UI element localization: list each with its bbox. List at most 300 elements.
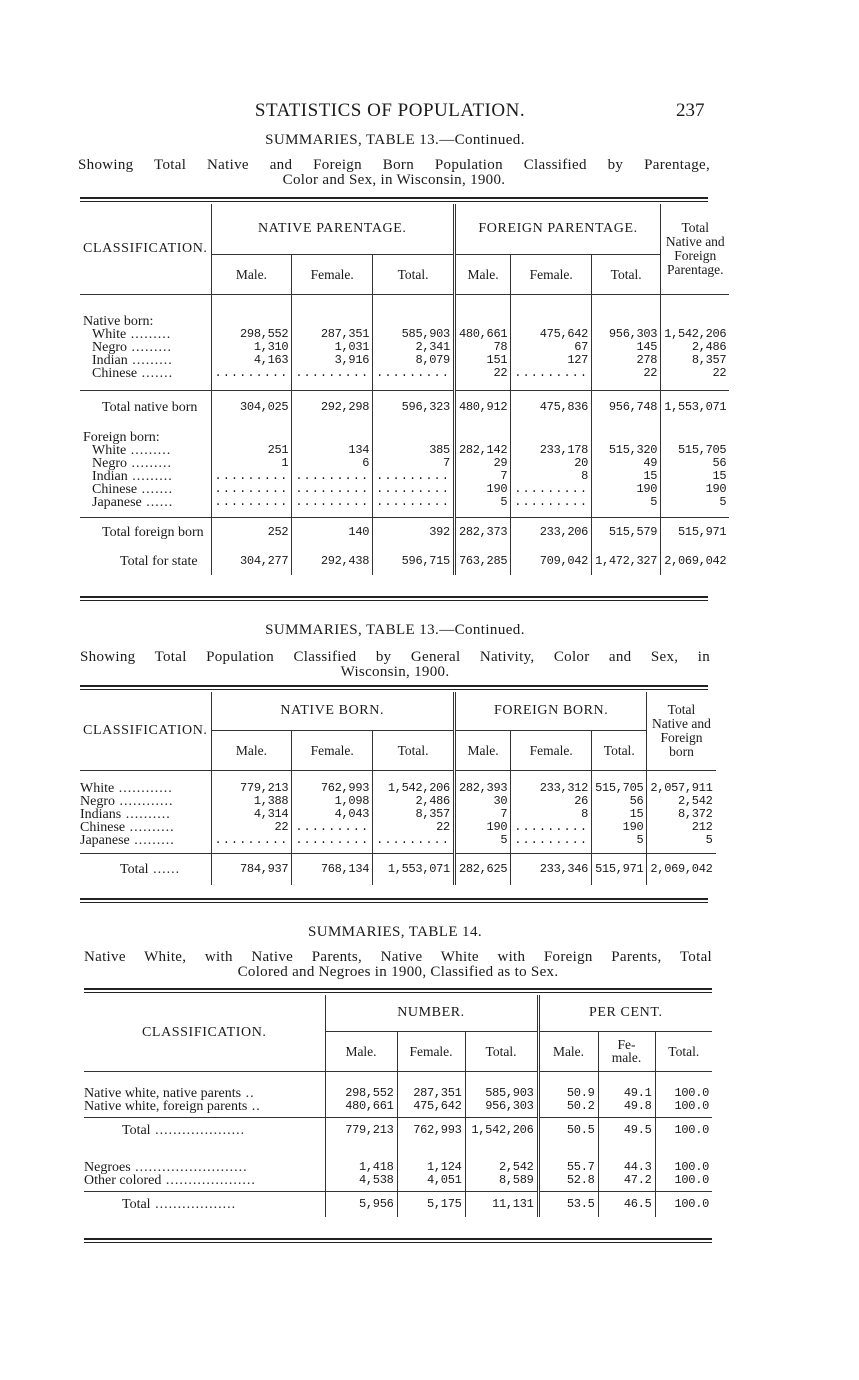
table13a-sub-total: Total. [373,254,455,294]
value-cell: 779,213 [325,1117,397,1143]
row-label [84,1100,325,1113]
value-cell: 20 [511,457,592,470]
empty-cell [454,294,510,312]
value-cell: 8,079 [373,354,455,367]
value-cell: 8 [511,808,592,821]
dot-leader: .................. [150,1196,237,1212]
table13a-sub-male-2: Male. [454,254,510,294]
table13b-sub-male: Male. [211,730,292,770]
row-label-text: Total native born [102,399,198,415]
value-cell: 292,438 [292,547,373,575]
empty-cell [538,1143,598,1161]
dot-leader: ...... [141,495,174,510]
empty-cell [655,1071,712,1087]
row-label-text: White [92,327,127,342]
value-cell: 5 [454,496,510,509]
value-cell: 2,542 [647,795,716,808]
empty-value: ......... [373,496,455,509]
value-cell: 709,042 [511,547,592,575]
table13b-col-classification: CLASSIFICATION. [83,723,208,739]
empty-value: ......... [511,483,592,496]
row-label-text: Negro [92,340,127,355]
empty-value: ......... [292,496,373,509]
value-cell: 480,661 [454,328,510,341]
total-row [84,1191,712,1217]
value-cell: 1,542,206 [661,328,730,341]
value-cell: 44.3 [598,1161,655,1174]
empty-cell [511,430,592,444]
empty-cell [465,1071,538,1087]
empty-value: ......... [211,367,292,380]
value-cell: 1,124 [397,1161,465,1174]
row-label-text: Total foreign born [102,524,204,540]
value-cell: 304,277 [211,547,292,575]
value-cell: 2,486 [661,341,730,354]
table-row [80,341,729,354]
empty-cell [538,1071,598,1087]
row-label [84,1117,325,1143]
row-label-text: Chinese [92,366,138,381]
table14-subtitle-line1: Native White, with Native Parents, Native White with Foreign Parents, Total [84,949,712,965]
dot-leader: ......... [126,443,172,458]
table13b [80,692,716,885]
table14-sub-pct-total: Total. [655,1031,712,1071]
table13b-subtitle-line2: Wisconsin, 1900. [340,664,450,680]
empty-value: ......... [292,834,373,847]
value-cell: 5 [592,834,647,847]
value-cell: 956,303 [592,328,661,341]
table14-group-percent: PER CENT. [538,995,712,1031]
value-cell: 596,323 [373,390,455,424]
table14-col-classification: CLASSIFICATION. [141,1025,267,1041]
value-cell: 22 [373,821,455,834]
dot-leader: .......... [125,820,175,835]
empty-cell [292,509,373,517]
value-cell: 2,069,042 [661,547,730,575]
value-cell: 298,552 [325,1087,397,1100]
table13a-col-total: Total Native and Foreign Parentage. [661,204,730,294]
value-cell: 190 [661,483,730,496]
running-title: STATISTICS OF POPULATION. [254,100,526,121]
table13b-col-total: Total Native and Foreign born [647,692,716,770]
value-cell: 1 [211,457,292,470]
empty-cell [592,312,661,328]
table13a-heading: SUMMARIES, TABLE 13.—Continued. [265,132,525,148]
value-cell: 1,388 [211,795,292,808]
row-label [80,547,211,575]
row-label-text: Total [122,1196,151,1212]
value-cell: 47.2 [598,1174,655,1187]
table-row [80,367,729,380]
running-header [0,100,859,124]
value-cell: 1,542,206 [373,782,455,795]
empty-cell [211,294,292,312]
value-cell: 1,418 [325,1161,397,1174]
value-cell: 56 [661,457,730,470]
section-foreign-born: Foreign born: [83,430,160,445]
value-cell: 100.0 [655,1117,712,1143]
row-label [80,853,211,885]
row-label [80,834,211,847]
empty-cell [511,509,592,517]
empty-cell [598,1143,655,1161]
value-cell: 2,542 [465,1161,538,1174]
empty-cell [454,430,510,444]
value-cell: 233,346 [511,853,592,885]
spacer-row [84,1143,712,1161]
row-label-text: Native white, native parents [84,1086,242,1101]
table-row [80,808,716,821]
value-cell: 2,069,042 [647,853,716,885]
value-cell: 251 [211,444,292,457]
row-label [80,390,211,424]
value-cell: 596,715 [373,547,455,575]
table14-heading: SUMMARIES, TABLE 14. [307,924,483,940]
table-row [80,834,716,847]
value-cell: 392 [373,517,455,547]
dot-leader: .......... [121,807,171,822]
value-cell: 1,542,206 [465,1117,538,1143]
value-cell: 304,025 [211,390,292,424]
table13b-subtitle-line1: Showing Total Population Classified by General Nativity, Color and Sex, in [80,649,710,665]
value-cell: 67 [511,341,592,354]
value-cell: 11,131 [465,1191,538,1217]
value-cell: 50.5 [538,1117,598,1143]
value-cell: 5,175 [397,1191,465,1217]
value-cell: 762,993 [397,1117,465,1143]
table13b-group-foreign: FOREIGN BORN. [454,692,646,730]
empty-value: ......... [373,367,455,380]
table13b-bottom-rule [80,898,708,903]
row-label-text: Indian [92,469,128,484]
table13a-top-rule [80,197,708,202]
empty-cell [661,509,730,517]
value-cell: 5 [592,496,661,509]
table13a-group-foreign: FOREIGN PARENTAGE. [454,204,660,254]
value-cell: 190 [454,821,510,834]
table14-subtitle [84,950,712,980]
empty-cell [373,380,455,390]
value-cell: 5 [647,834,716,847]
empty-cell [661,430,730,444]
value-cell: 22 [211,821,292,834]
empty-cell [598,1071,655,1087]
value-cell: 212 [647,821,716,834]
table14-group-number: NUMBER. [325,995,538,1031]
empty-cell [292,294,373,312]
empty-cell [661,380,730,390]
value-cell: 22 [592,367,661,380]
value-cell: 475,642 [511,328,592,341]
value-cell: 779,213 [211,782,292,795]
row-label-text: Total [122,1122,151,1138]
empty-value: ......... [292,483,373,496]
empty-cell [211,312,292,328]
value-cell: 140 [292,517,373,547]
empty-cell [292,380,373,390]
value-cell: 956,303 [465,1100,538,1113]
row-label-text: Total for state [120,553,198,569]
value-cell: 6 [292,457,373,470]
table13b-top-rule [80,685,708,690]
row-label-text: Negroes [84,1160,131,1175]
value-cell: 282,393 [454,782,510,795]
value-cell: 22 [661,367,730,380]
value-cell: 100.0 [655,1100,712,1113]
value-cell: 8,357 [661,354,730,367]
value-cell: 768,134 [292,853,373,885]
row-label [84,1191,325,1217]
value-cell: 233,178 [511,444,592,457]
table13b-heading: SUMMARIES, TABLE 13.—Continued. [265,622,525,638]
table14-subtitle-line2: Colored and Negroes in 1900, Classified as to Sex. [237,964,559,980]
table14-sub-female: Female. [397,1031,465,1071]
value-cell: 480,912 [454,390,510,424]
value-cell: 26 [511,795,592,808]
page-number: 237 [676,100,705,121]
value-cell: 5 [454,834,510,847]
empty-cell [592,294,661,312]
total-row [84,1117,712,1143]
empty-cell [373,312,455,328]
value-cell: 15 [592,808,647,821]
value-cell: 585,903 [465,1087,538,1100]
value-cell: 100.0 [655,1161,712,1174]
empty-value: ......... [292,470,373,483]
row-label-text: Indian [92,353,128,368]
empty-cell [292,430,373,444]
empty-value: ......... [373,834,455,847]
value-cell: 515,320 [592,444,661,457]
row-label-text: Chinese [80,820,126,835]
dot-leader: .. [241,1086,255,1101]
table14-sub-male: Male. [325,1031,397,1071]
empty-cell [454,380,510,390]
dot-leader: ......... [127,456,172,471]
dot-leader: ...... [148,861,181,877]
table13a-subtitle [78,158,710,188]
table13b-sub-total: Total. [373,730,455,770]
value-cell: 145 [592,341,661,354]
value-cell: 475,836 [511,390,592,424]
empty-value: ......... [511,834,592,847]
row-label-text: Total [120,861,149,877]
section-row [80,430,729,444]
value-cell: 55.7 [538,1161,598,1174]
empty-cell [80,380,211,390]
value-cell: 190 [454,483,510,496]
value-cell: 1,553,071 [661,390,730,424]
value-cell: 4,538 [325,1174,397,1187]
value-cell: 4,163 [211,354,292,367]
empty-value: ......... [292,821,373,834]
value-cell: 252 [211,517,292,547]
value-cell: 1,472,327 [592,547,661,575]
value-cell: 4,314 [211,808,292,821]
spacer-row [80,294,729,312]
row-label-text: Other colored [84,1173,162,1188]
total-row [80,390,729,424]
value-cell: 480,661 [325,1100,397,1113]
value-cell: 5,956 [325,1191,397,1217]
value-cell: 4,051 [397,1174,465,1187]
value-cell: 50.2 [538,1100,598,1113]
value-cell: 29 [454,457,510,470]
value-cell: 784,937 [211,853,292,885]
value-cell: 8,589 [465,1174,538,1187]
empty-cell [655,1143,712,1161]
empty-value: ......... [211,834,292,847]
table13a-subtitle-line2: Color and Sex, in Wisconsin, 1900. [282,172,506,188]
row-label-text: Negro [80,794,115,809]
dot-leader: ......... [126,327,172,342]
value-cell: 8,372 [647,808,716,821]
value-cell: 8 [511,470,592,483]
table13a [80,204,729,575]
value-cell: 515,705 [592,782,647,795]
value-cell: 100.0 [655,1174,712,1187]
dot-leader: .. [247,1099,261,1114]
empty-cell [592,509,661,517]
value-cell: 956,748 [592,390,661,424]
value-cell: 190 [592,483,661,496]
empty-cell [373,430,455,444]
row-label-text: Chinese [92,482,138,497]
value-cell: 8,357 [373,808,455,821]
value-cell: 49.5 [598,1117,655,1143]
table-row [80,795,716,808]
dot-leader: ......................... [130,1160,248,1175]
value-cell: 385 [373,444,455,457]
empty-cell [211,430,292,444]
value-cell: 49 [592,457,661,470]
empty-value: ......... [211,483,292,496]
value-cell: 2,057,911 [647,782,716,795]
row-label-text: White [92,443,127,458]
empty-cell [454,312,510,328]
value-cell: 475,642 [397,1100,465,1113]
value-cell: 1,098 [292,795,373,808]
dot-leader: ......... [127,353,173,368]
row-label [80,496,211,509]
empty-cell [211,509,292,517]
value-cell: 127 [511,354,592,367]
table14 [84,995,712,1217]
empty-cell [80,294,211,312]
dot-leader: ............ [114,781,173,796]
table-row [84,1100,712,1113]
value-cell: 134 [292,444,373,457]
value-cell: 585,903 [373,328,455,341]
spacer-row [80,380,729,390]
empty-value: ......... [373,483,455,496]
row-label-text: Japanese [92,495,142,510]
empty-value: ......... [373,470,455,483]
value-cell: 100.0 [655,1087,712,1100]
table13a-sub-total-2: Total. [592,254,661,294]
empty-value: ......... [211,496,292,509]
table-row [80,496,729,509]
row-label [84,1174,325,1187]
table14-bottom-rule [84,1238,712,1243]
value-cell: 49.8 [598,1100,655,1113]
total-row [80,547,729,575]
table14-top-rule [84,988,712,993]
dot-leader: ......... [129,833,175,848]
value-cell: 7 [454,470,510,483]
value-cell: 50.9 [538,1087,598,1100]
value-cell: 46.5 [598,1191,655,1217]
value-cell: 22 [454,367,510,380]
total-row [80,517,729,547]
value-cell: 515,579 [592,517,661,547]
value-cell: 30 [454,795,510,808]
table-row [80,444,729,457]
row-label-text: Japanese [80,833,130,848]
table13b-sub-male-2: Male. [454,730,510,770]
table13a-sub-female: Female. [292,254,373,294]
value-cell: 7 [373,457,455,470]
value-cell: 1,553,071 [373,853,455,885]
dot-leader: ......... [127,340,172,355]
value-cell: 233,312 [511,782,592,795]
empty-value: ......... [511,496,592,509]
empty-cell [373,509,455,517]
value-cell: 15 [592,470,661,483]
empty-cell [84,1143,325,1161]
empty-cell [454,509,510,517]
empty-cell [592,430,661,444]
table13b-sub-female: Female. [292,730,373,770]
value-cell: 282,373 [454,517,510,547]
value-cell: 56 [592,795,647,808]
empty-value: ......... [511,821,592,834]
row-label [80,517,211,547]
section-row [80,312,729,328]
value-cell: 287,351 [397,1087,465,1100]
empty-value: ......... [292,367,373,380]
table14-sub-pct-male: Male. [538,1031,598,1071]
value-cell: 298,552 [211,328,292,341]
value-cell: 53.5 [538,1191,598,1217]
value-cell: 278 [592,354,661,367]
empty-cell [465,1143,538,1161]
table-row [80,782,716,795]
value-cell: 762,993 [292,782,373,795]
empty-value: ......... [211,470,292,483]
row-label-text: Indians [80,807,122,822]
empty-cell [325,1071,397,1087]
value-cell: 1,310 [211,341,292,354]
empty-cell [661,294,730,312]
empty-cell [211,380,292,390]
table13b-sub-female-2: Female. [511,730,592,770]
value-cell: 100.0 [655,1191,712,1217]
value-cell: 2,341 [373,341,455,354]
section-native-born: Native born: [83,314,154,329]
value-cell: 515,971 [592,853,647,885]
value-cell: 151 [454,354,510,367]
table14-sub-total: Total. [465,1031,538,1071]
empty-cell [397,1071,465,1087]
dot-leader: ....... [137,366,174,381]
table13a-subtitle-line1: Showing Total Native and Foreign Born Population Classified by Parentage, [78,157,710,173]
value-cell: 763,285 [454,547,510,575]
table13a-sub-male: Male. [211,254,292,294]
value-cell: 282,625 [454,853,510,885]
value-cell: 5 [661,496,730,509]
table13b-sub-total-2: Total. [592,730,647,770]
